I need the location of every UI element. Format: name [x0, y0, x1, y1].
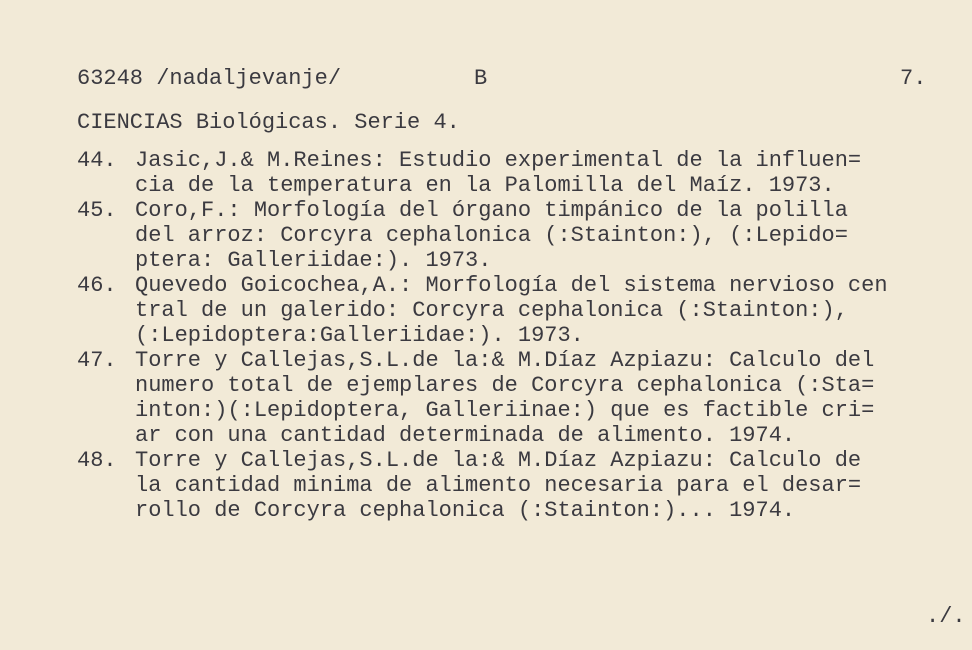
entry-number: 46. [77, 273, 117, 298]
entry-line: tral de un galerido: Corcyra cephalonica (:Stainton:), [135, 298, 848, 323]
entry-line: rollo de Corcyra cephalonica (:Stainton:)... 1974. [135, 498, 796, 523]
entry-line [77, 198, 972, 223]
entry-number: 44. [77, 148, 117, 173]
entry-46 [77, 273, 972, 348]
card-number: 7. [900, 66, 927, 91]
entry-line: inton:)(:Lepidoptera, Galleriinae:) que es factible cri= [135, 398, 875, 423]
continuation-mark: ./. [926, 604, 966, 629]
card-section: B [474, 66, 488, 91]
entry-line [77, 348, 972, 373]
entry-line: cia de la temperatura en la Palomilla del Maíz. 1973. [135, 173, 835, 198]
entry-text: Jasic,J.& M.Reines: Estudio experimental de la influen= [135, 148, 862, 173]
series-title: CIENCIAS Biológicas. Serie 4. [77, 110, 460, 135]
entry-text: Torre y Callejas,S.L.de la:& M.Díaz Azpiazu: Calculo de [135, 448, 862, 473]
entry-line: la cantidad minima de alimento necesaria para el desar= [135, 473, 862, 498]
entry-line: ar con una cantidad determinada de alimento. 1974. [135, 423, 796, 448]
entry-47 [77, 348, 972, 448]
entry-list [77, 148, 972, 523]
entry-number: 48. [77, 448, 117, 473]
entry-text: Coro,F.: Morfología del órgano timpánico de la polilla [135, 198, 848, 223]
entry-number: 47. [77, 348, 117, 373]
entry-line: del arroz: Corcyra cephalonica (:Stainton:), (:Lepido= [135, 223, 848, 248]
entry-line: ptera: Galleriidae:). 1973. [135, 248, 492, 273]
entry-line: numero total de ejemplares de Corcyra cephalonica (:Sta= [135, 373, 875, 398]
entry-line [77, 273, 972, 298]
entry-number: 45. [77, 198, 117, 223]
entry-line [77, 448, 972, 473]
entry-text: Quevedo Goicochea,A.: Morfología del sistema nervioso cen [135, 273, 888, 298]
entry-text: Torre y Callejas,S.L.de la:& M.Díaz Azpiazu: Calculo del [135, 348, 875, 373]
entry-line [77, 148, 972, 173]
entry-45 [77, 198, 972, 273]
card-id: 63248 /nadaljevanje/ [77, 66, 342, 91]
entry-44 [77, 148, 972, 198]
entry-48 [77, 448, 972, 523]
entry-line: (:Lepidoptera:Galleriidae:). 1973. [135, 323, 584, 348]
